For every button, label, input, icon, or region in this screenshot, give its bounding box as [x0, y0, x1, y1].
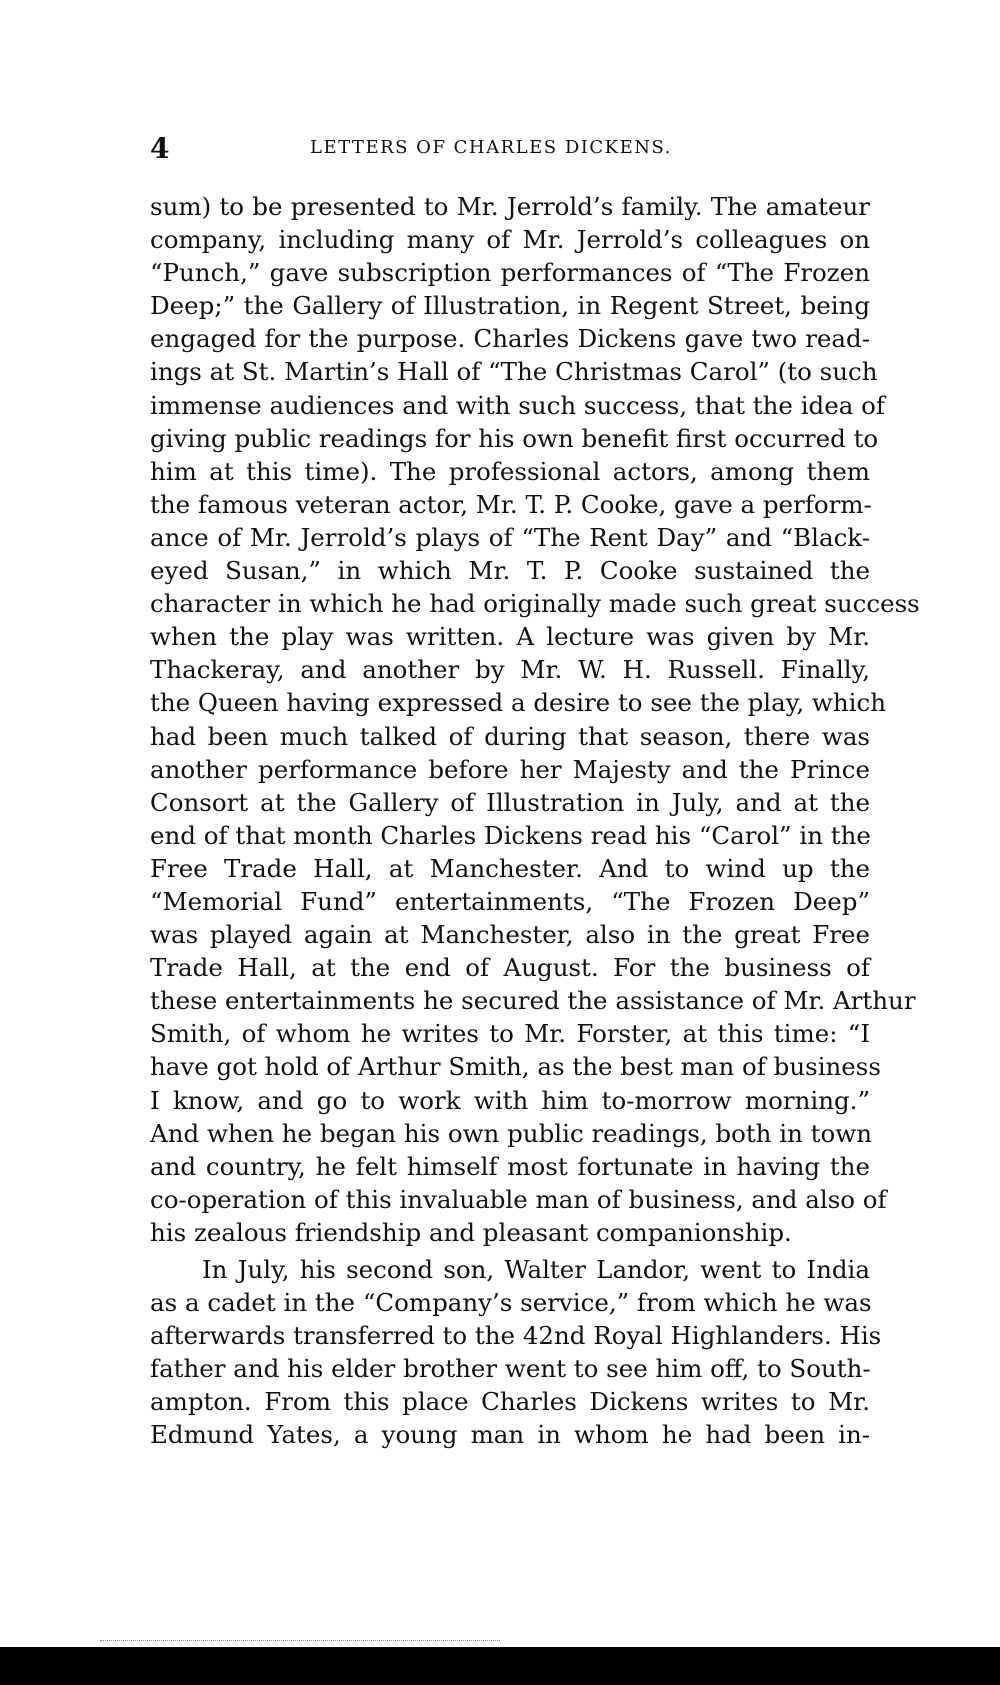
- text-line: I know, and go to work with him to-morrow morning.”: [150, 1085, 870, 1115]
- text-line: ings at St. Martin’s Hall of “The Christmas Carol” (to such: [150, 357, 878, 387]
- text-line: Free Trade Hall, at Manchester. And to wind up the: [150, 853, 870, 883]
- page-header: [150, 132, 870, 164]
- text-line: the Queen having expressed a desire to see the play, which: [150, 688, 886, 718]
- text-line: Deep;” the Gallery of Illustration, in Regent Street, being: [150, 291, 870, 321]
- text-line: co-operation of this invaluable man of business, and also of: [150, 1184, 887, 1214]
- paragraph: [150, 1253, 882, 1452]
- text-line: “Punch,” gave subscription performances of “The Frozen: [150, 258, 870, 288]
- text-line: immense audiences and with such success, that the idea of: [150, 390, 885, 420]
- text-line: Smith, of whom he writes to Mr. Forster, at this time: “I: [150, 1019, 870, 1049]
- text-line: “Memorial Fund” entertainments, “The Frozen Deep”: [150, 886, 870, 916]
- text-line: when the play was written. A lecture was given by Mr.: [150, 622, 870, 652]
- text-line: ampton. From this place Charles Dickens writes to Mr.: [150, 1387, 870, 1417]
- text-line: afterwards transferred to the 42nd Royal Highlanders. His: [150, 1321, 882, 1351]
- text-line: ance of Mr. Jerrold’s plays of “The Rent Day” and “Black-: [150, 522, 870, 552]
- text-line: the famous veteran actor, Mr. T. P. Cooke, gave a perform-: [150, 489, 872, 519]
- text-line: another performance before her Majesty and the Prince: [150, 754, 870, 784]
- body-text: [150, 190, 920, 1452]
- scan-artifact: [100, 1640, 500, 1643]
- text-line: Consort at the Gallery of Illustration in July, and at the: [150, 787, 870, 817]
- text-line: his zealous friendship and pleasant companionship.: [150, 1217, 792, 1247]
- text-line: was played again at Manchester, also in the great Free: [150, 920, 870, 950]
- text-line: engaged for the purpose. Charles Dickens gave two read-: [150, 324, 870, 354]
- text-line: father and his elder brother went to see him off, to South-: [150, 1354, 871, 1384]
- text-line: him at this time). The professional actors, among them: [150, 456, 870, 486]
- page-number: 4: [150, 132, 170, 165]
- text-line: giving public readings for his own benefit first occurred to: [150, 423, 879, 453]
- text-line: as a cadet in the “Company’s service,” from which he was: [150, 1288, 872, 1318]
- text-line: Thackeray, and another by Mr. W. H. Russell. Finally,: [150, 655, 870, 685]
- text-line: these entertainments he secured the assistance of Mr. Arthur: [150, 986, 916, 1016]
- text-line: And when he began his own public readings, both in town: [150, 1118, 872, 1148]
- text-line: Trade Hall, at the end of August. For the business of: [150, 953, 870, 983]
- text-line: sum) to be presented to Mr. Jerrold’s family. The amateur: [150, 192, 870, 221]
- text-line: and country, he felt himself most fortunate in having the: [150, 1151, 870, 1181]
- scan-border: [0, 1647, 1000, 1685]
- text-line: company, including many of Mr. Jerrold’s colleagues on: [150, 225, 870, 255]
- text-line: end of that month Charles Dickens read his “Carol” in the: [150, 820, 871, 850]
- text-line: Edmund Yates, a young man in whom he had been in-: [150, 1420, 870, 1450]
- text-line: had been much talked of during that season, there was: [150, 721, 870, 751]
- text-line: eyed Susan,” in which Mr. T. P. Cooke sustained the: [150, 556, 870, 586]
- running-head: LETTERS OF CHARLES DICKENS.: [310, 137, 672, 158]
- text-line: character in which he had originally made such great success: [150, 589, 920, 619]
- text-line: In July, his second son, Walter Landor, went to India: [202, 1255, 870, 1284]
- paragraph: [150, 190, 920, 1249]
- text-line: have got hold of Arthur Smith, as the best man of business: [150, 1052, 881, 1082]
